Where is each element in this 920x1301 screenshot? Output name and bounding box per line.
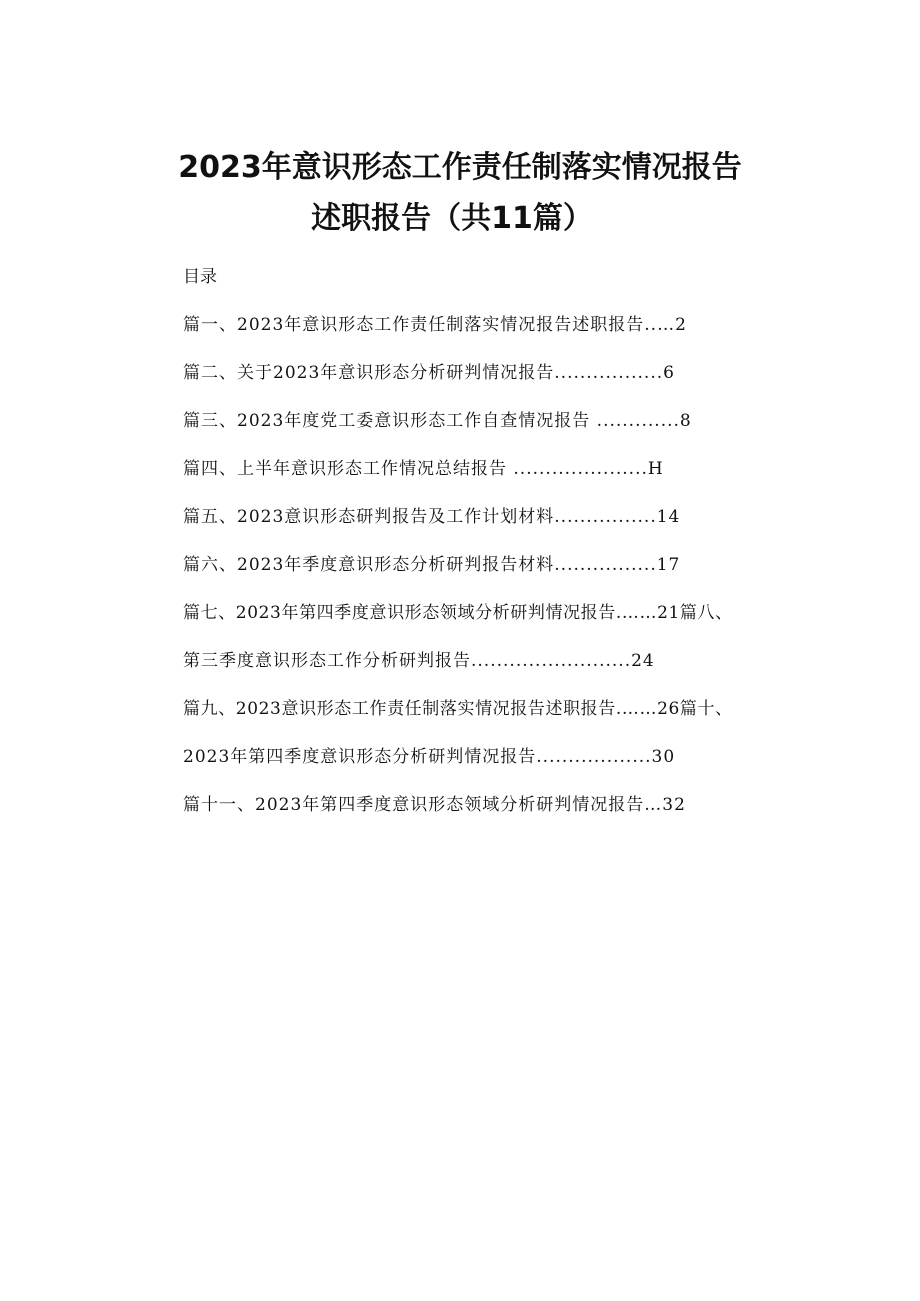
toc-entry-9[interactable]: 篇九、2023意识形态工作责任制落实情况报告述职报告.……26篇十、 — [183, 699, 733, 719]
document-title-line-1: 2023年意识形态工作责任制落实情况报告 — [178, 150, 742, 185]
toc-entry-2[interactable]: 篇二、关于2023年意识形态分析研判情况报告.................6 — [183, 363, 675, 383]
toc-entry-5[interactable]: 篇五、2023意识形态研判报告及工作计划材料................14 — [183, 507, 681, 527]
toc-heading: 目录 — [183, 267, 217, 287]
toc-entry-4[interactable]: 篇四、上半年意识形态工作情况总结报告 .....................H — [183, 459, 664, 479]
toc-entry-8[interactable]: 第三季度意识形态工作分析研判报告.........................24 — [183, 651, 655, 671]
toc-entry-6[interactable]: 篇六、2023年季度意识形态分析研判报告材料................17 — [183, 555, 681, 575]
toc-entry-1[interactable]: 篇一、2023年意识形态工作责任制落实情况报告述职报告..…2 — [183, 315, 687, 335]
toc-entry-7[interactable]: 篇七、2023年第四季度意识形态领域分析研判情况报告.……21篇八、 — [183, 603, 733, 623]
toc-entry-11[interactable]: 篇十一、2023年第四季度意识形态领域分析研判情况报告…32 — [183, 795, 686, 815]
toc-entry-3[interactable]: 篇三、2023年度党工委意识形态工作自查情况报告 .............8 — [183, 411, 692, 431]
toc-entry-10[interactable]: 2023年第四季度意识形态分析研判情况报告..................30 — [183, 747, 676, 767]
document-title-line-2: 述职报告（共11篇） — [311, 201, 593, 236]
